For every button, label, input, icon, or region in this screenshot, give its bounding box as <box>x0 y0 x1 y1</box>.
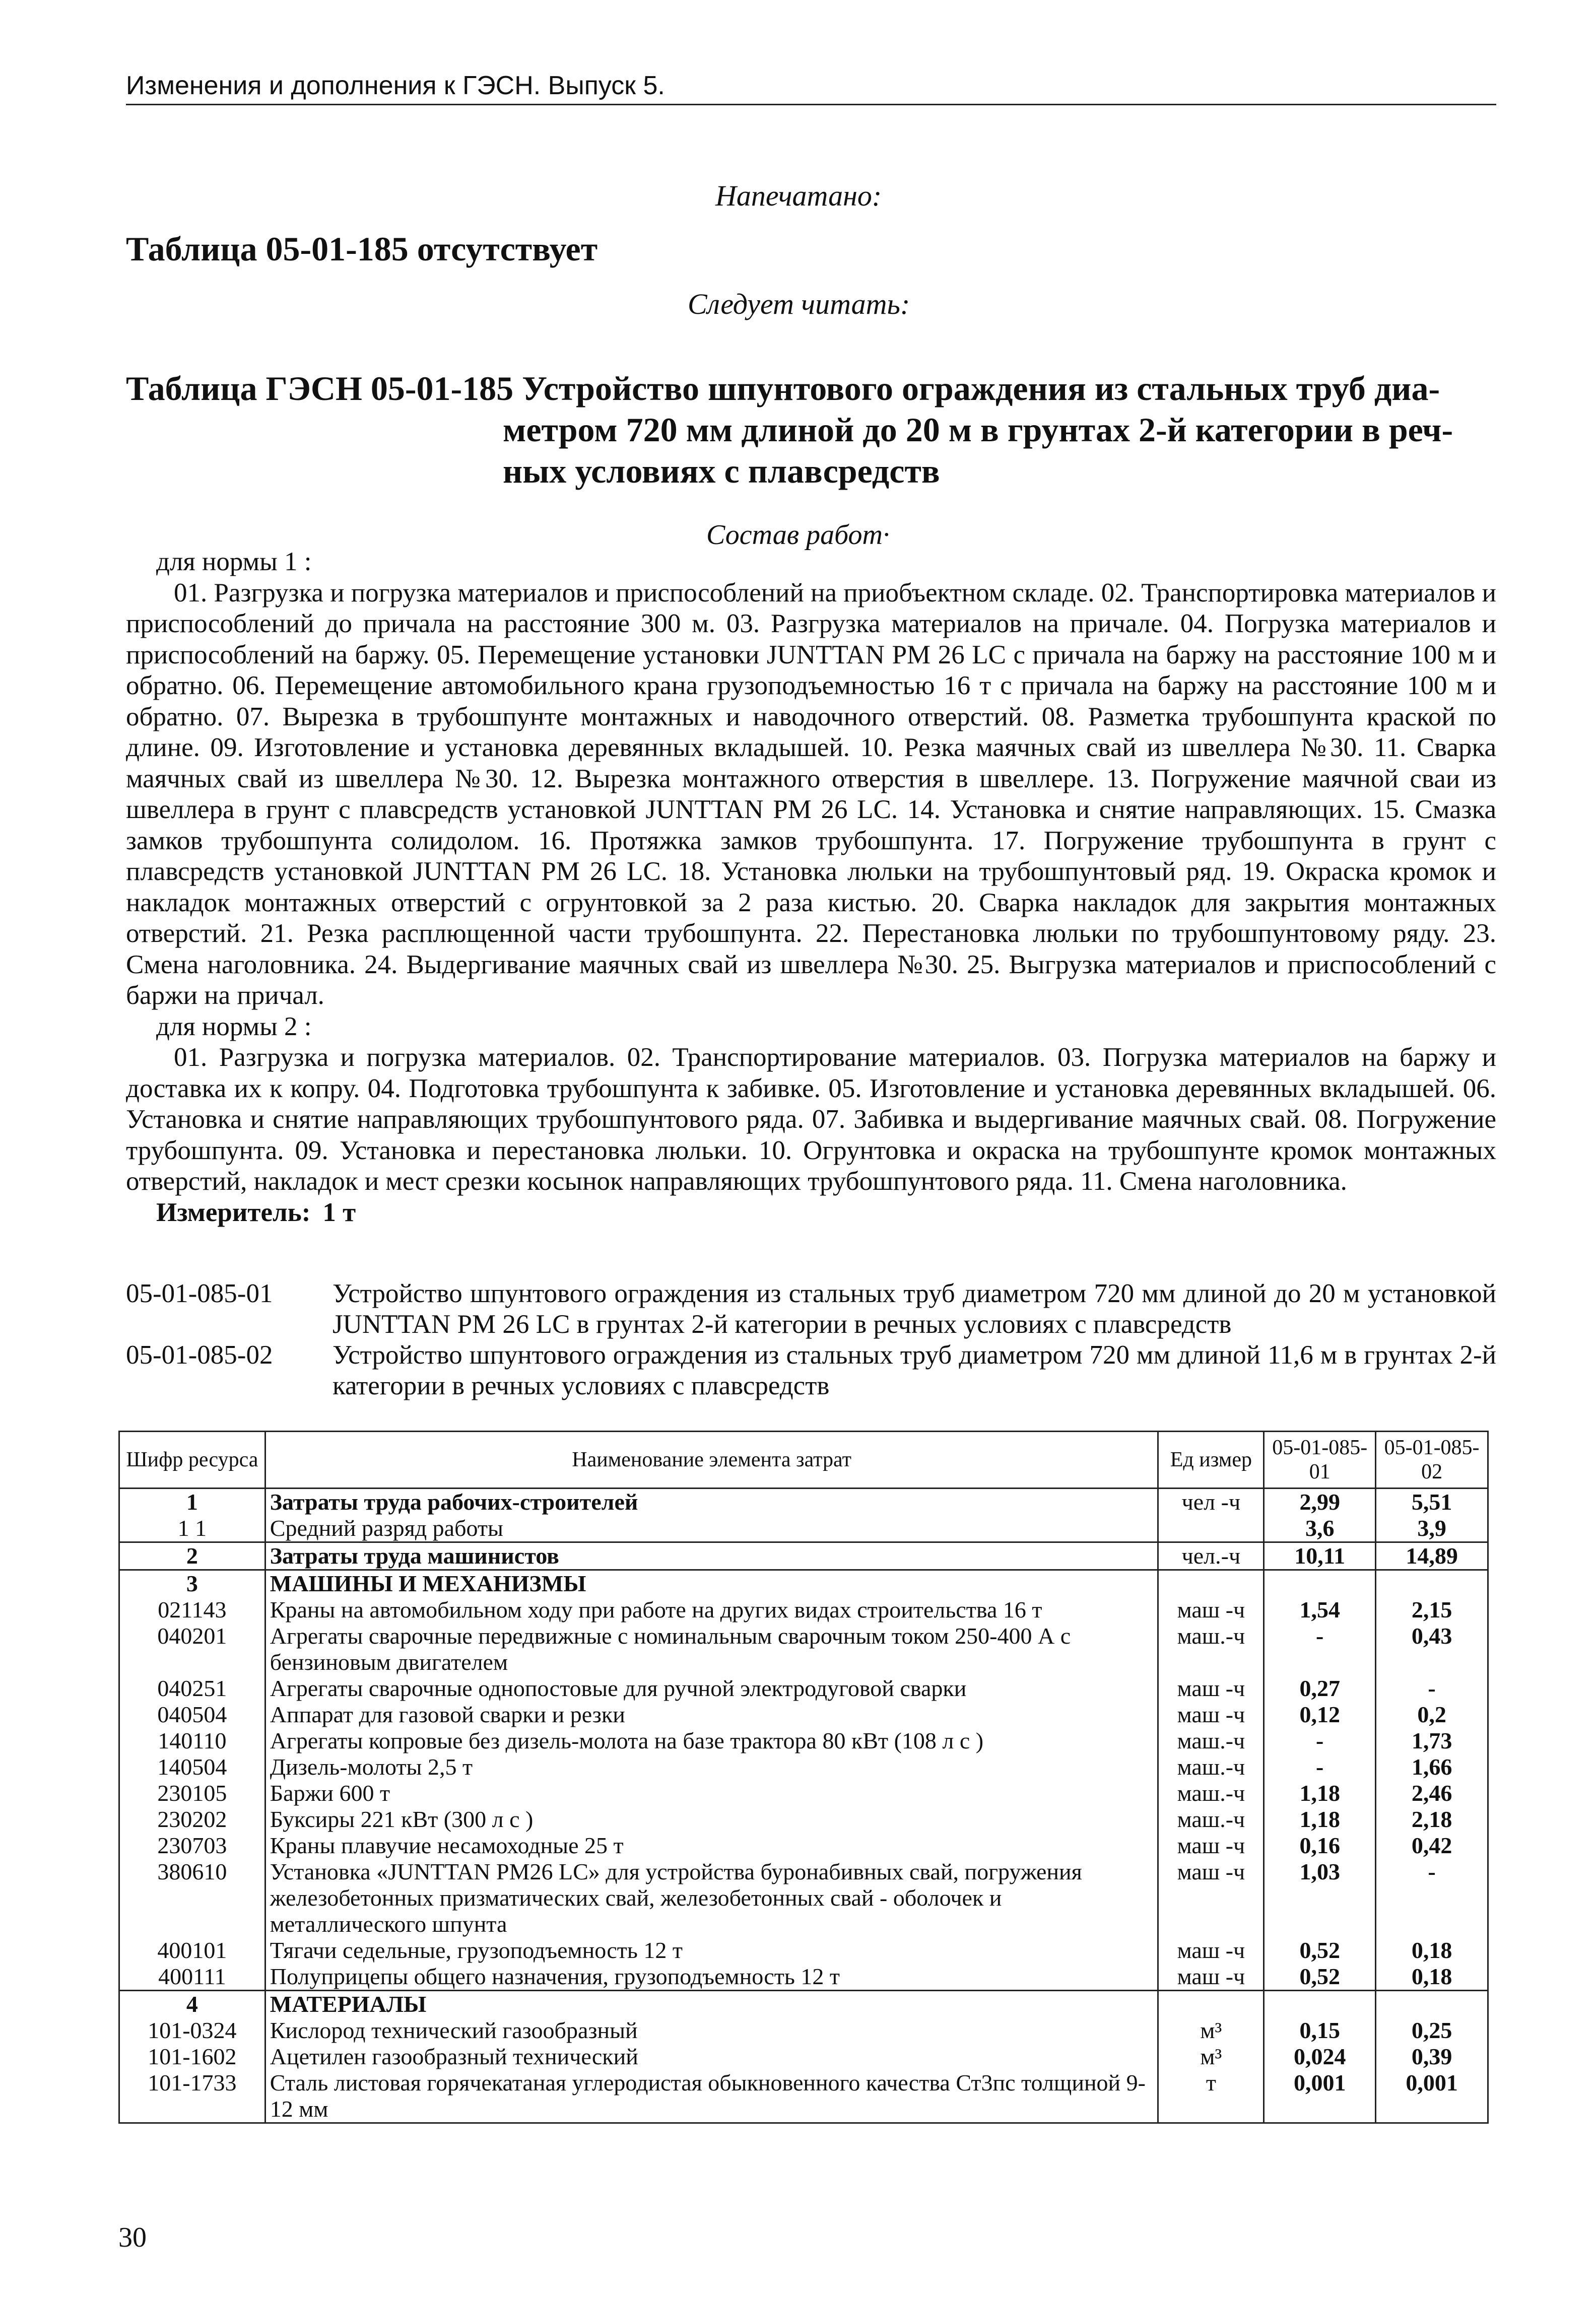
resource-code: 101-1602 <box>119 2044 265 2070</box>
table-row <box>119 1542 1488 1570</box>
resource-code: 3 <box>119 1570 265 1597</box>
unit-cell: маш.-ч <box>1158 1780 1264 1806</box>
unit-cell: маш -ч <box>1158 1675 1264 1702</box>
col-header-unit: Ед измер <box>1158 1432 1264 1489</box>
resource-name: МАШИНЫ И МЕХАНИЗМЫ <box>265 1570 1158 1597</box>
value-norm1: 1,18 <box>1264 1780 1376 1806</box>
value-norm1: 0,16 <box>1264 1833 1376 1859</box>
value-norm2 <box>1376 1991 1488 2018</box>
printed-label: Напечатано: <box>715 179 882 212</box>
resource-code: 380610 <box>119 1859 265 1937</box>
value-norm2: 2,46 <box>1376 1780 1488 1806</box>
resource-name: Затраты труда рабочих-строителей <box>265 1489 1158 1516</box>
norm-description: Устройство шпунтового ограждения из стальных труб диаметром 720 мм длиной 11,6 м в грунтах 2-й категории в речных условиях с плавсредств <box>332 1340 1496 1400</box>
read-label: Следует читать: <box>688 288 910 320</box>
table-row <box>119 2070 1488 2123</box>
unit-cell: маш.-ч <box>1158 1806 1264 1833</box>
value-norm2: 14,89 <box>1376 1542 1488 1570</box>
table-row <box>119 1859 1488 1937</box>
page-header: Изменения и дополнения к ГЭСН. Выпуск 5. <box>126 71 1496 105</box>
unit-cell: м³ <box>1158 2044 1264 2070</box>
resource-code: 230105 <box>119 1780 265 1806</box>
resource-name: Агрегаты сварочные передвижные с номинальным сварочным током 250-400 А с бензиновым двигателем <box>265 1623 1158 1675</box>
value-norm2: 1,66 <box>1376 1754 1488 1780</box>
table-row <box>119 1623 1488 1675</box>
norm-code: 05-01-085-02 <box>126 1340 273 1370</box>
table-row <box>119 1780 1488 1806</box>
value-norm2: 0,43 <box>1376 1623 1488 1675</box>
value-norm2: 0,39 <box>1376 2044 1488 2070</box>
resource-table <box>118 1431 1489 2124</box>
unit-cell: чел.-ч <box>1158 1542 1264 1570</box>
norm1-text: 01. Разгрузка и погрузка материалов и приспособлений на приобъектном складе. 02. Транспортировка материалов и приспособлений до причала на расстояние 300 м. 03. Разгрузка материалов на причале. 04. Погрузка материалов и приспособлений на баржу. 05. Перемещение установки JUNTTAN PM 26 LC с причала на баржу на расстояние 100 м и обратно. 06. Перемещение автомобильного крана грузоподъемностью 16 т с причала на баржу на расстояние 100 м и обратно. 07. Вырезка в трубошпунте монтажных и наводочного отверстий. 08. Разметка трубошпунта краской по длине. 09. Изготовление и установка деревянных вкладышей. 10. Резка маячных свай из швеллера №30. 11. Сварка маячных свай из швеллера №30. 12. Вырезка монтажного отверстия в швеллере. 13. Погружение маячной сваи из швеллера в грунт с плавсредств установкой JUNTTAN PM 26 LC. 14. Установка и снятие направляющих. 15. Смазка замков трубошпунта солидолом. 16. Протяжка замков трубошпунта. 17. Погружение трубошпунта в грунт с плавсредств установкой JUNTTAN PM 26 LC. 18. Установка люльки на трубошпунтовый ряд. 19. Окраска кромок и накладок монтажных отверстий с огрунтовкой за 2 раза кистью. 20. Сварка накладок для закрытия монтажных отверстий. 21. Резка расплющенной части трубошпунта. 22. Перестановка люльки по трубошпунтовому ряду. 23. Смена наголовника. 24. Выдергивание маячных свай из швеллера №30. 25. Выгрузка материалов и приспособлений с баржи на причал. <box>126 578 1496 1010</box>
value-norm1: - <box>1264 1623 1376 1675</box>
value-norm2: 5,51 <box>1376 1489 1488 1516</box>
value-norm1 <box>1264 1570 1376 1597</box>
resource-name: Агрегаты копровые без дизель-молота на базе трактора 80 кВт (108 л с ) <box>265 1728 1158 1754</box>
value-norm1: - <box>1264 1754 1376 1780</box>
value-norm2: 0,42 <box>1376 1833 1488 1859</box>
table-row <box>119 1702 1488 1728</box>
resource-name: Средний разряд работы <box>265 1515 1158 1542</box>
table-row <box>119 1728 1488 1754</box>
unit-cell: маш -ч <box>1158 1597 1264 1623</box>
resource-code: 1 <box>119 1489 265 1516</box>
table-title <box>126 368 1496 492</box>
meter <box>126 1197 1496 1229</box>
value-norm1: 1,03 <box>1264 1859 1376 1937</box>
printed-text: Таблица 05-01-185 отсутствует <box>126 230 598 268</box>
resource-code: 400101 <box>119 1937 265 1964</box>
value-norm1: 2,99 <box>1264 1489 1376 1516</box>
value-norm1: 10,11 <box>1264 1542 1376 1570</box>
norm-code-row <box>126 1340 1496 1401</box>
value-norm1: 0,024 <box>1264 2044 1376 2070</box>
norm-description: Устройство шпунтового ограждения из стальных труб диаметром 720 мм длиной до 20 м установкой JUNTTAN PM 26 LC в грунтах 2-й категории в речных условиях с плавсредств <box>332 1279 1496 1339</box>
value-norm2: 0,001 <box>1376 2070 1488 2123</box>
unit-cell <box>1158 1515 1264 1542</box>
unit-cell: маш -ч <box>1158 1964 1264 1991</box>
resource-name: Кислород технический газообразный <box>265 2017 1158 2044</box>
table-row <box>119 1754 1488 1780</box>
unit-cell: маш.-ч <box>1158 1754 1264 1780</box>
value-norm1: 0,15 <box>1264 2017 1376 2044</box>
resource-code: 1 1 <box>119 1515 265 1542</box>
col-header-norm1: 05-01-085-01 <box>1264 1432 1376 1489</box>
value-norm1: 0,52 <box>1264 1937 1376 1964</box>
meter-value: 1 т <box>322 1197 356 1227</box>
resource-code: 101-1733 <box>119 2070 265 2123</box>
table-row <box>119 1833 1488 1859</box>
table-row <box>119 2044 1488 2070</box>
value-norm2: - <box>1376 1675 1488 1702</box>
resource-name: Тягачи седельные, грузоподъемность 12 т <box>265 1937 1158 1964</box>
value-norm2: 3,9 <box>1376 1515 1488 1542</box>
unit-cell: т <box>1158 2070 1264 2123</box>
value-norm1: 0,27 <box>1264 1675 1376 1702</box>
resource-name: Аппарат для газовой сварки и резки <box>265 1702 1158 1728</box>
resource-code: 2 <box>119 1542 265 1570</box>
table-row <box>119 1991 1488 2018</box>
value-norm1 <box>1264 1991 1376 2018</box>
resource-name: Баржи 600 т <box>265 1780 1158 1806</box>
value-norm1: 0,001 <box>1264 2070 1376 2123</box>
unit-cell: м³ <box>1158 2017 1264 2044</box>
resource-code: 400111 <box>119 1964 265 1991</box>
value-norm2: 1,73 <box>1376 1728 1488 1754</box>
resource-name: Краны плавучие несамоходные 25 т <box>265 1833 1158 1859</box>
value-norm1: - <box>1264 1728 1376 1754</box>
resource-code: 040504 <box>119 1702 265 1728</box>
unit-cell: маш -ч <box>1158 1859 1264 1937</box>
value-norm1: 1,18 <box>1264 1806 1376 1833</box>
table-row <box>119 2017 1488 2044</box>
resource-code: 021143 <box>119 1597 265 1623</box>
norm1-label: для нормы 1 : <box>156 547 312 576</box>
unit-cell: маш -ч <box>1158 1937 1264 1964</box>
resource-code: 230202 <box>119 1806 265 1833</box>
value-norm2: 0,25 <box>1376 2017 1488 2044</box>
norm2-text: 01. Разгрузка и погрузка материалов. 02. Транспортирование материалов. 03. Погрузка материалов на баржу и доставка их к копру. 04. Подготовка трубошпунта к забивке. 05. Изготовление и установка деревянных вкладышей. 06. Установка и снятие направляющих трубошпунтового ряда. 07. Забивка и выдергивание маячных свай. 08. Погружение трубошпунта. 09. Установка и перестановка люльки. 10. Огрунтовка и окраска на трубошпунте кромок монтажных отверстий, накладок и мест срезки косынок направляющих трубошпунтового ряда. 11. Смена наголовника. <box>126 1043 1496 1196</box>
value-norm2: 0,2 <box>1376 1702 1488 1728</box>
unit-cell <box>1158 1991 1264 2018</box>
unit-cell: чел -ч <box>1158 1489 1264 1516</box>
unit-cell: маш.-ч <box>1158 1623 1264 1675</box>
table-row <box>119 1489 1488 1516</box>
col-header-name: Наименование элемента затрат <box>265 1432 1158 1489</box>
table-row <box>119 1570 1488 1597</box>
work-composition <box>126 547 1496 1228</box>
value-norm1: 0,12 <box>1264 1702 1376 1728</box>
value-norm2: 0,18 <box>1376 1964 1488 1991</box>
resource-code: 140504 <box>119 1754 265 1780</box>
value-norm2: 2,15 <box>1376 1597 1488 1623</box>
value-norm1: 0,52 <box>1264 1964 1376 1991</box>
norm2-label: для нормы 2 : <box>156 1011 312 1041</box>
resource-name: Ацетилен газообразный технический <box>265 2044 1158 2070</box>
value-norm2 <box>1376 1570 1488 1597</box>
value-norm2: 0,18 <box>1376 1937 1488 1964</box>
norm-code-row <box>126 1278 1496 1340</box>
unit-cell: маш.-ч <box>1158 1728 1264 1754</box>
norm-code: 05-01-085-01 <box>126 1279 273 1308</box>
value-norm1: 3,6 <box>1264 1515 1376 1542</box>
title-line-3: ных условиях с плавсредств <box>503 452 940 490</box>
meter-label: Измеритель: <box>156 1197 311 1227</box>
resource-code: 040251 <box>119 1675 265 1702</box>
resource-name: Затраты труда машинистов <box>265 1542 1158 1570</box>
title-line-2: метром 720 мм длиной до 20 м в грунтах 2-й категории в реч- <box>503 411 1453 449</box>
table-row <box>119 1806 1488 1833</box>
resource-name: Буксиры 221 кВт (300 л с ) <box>265 1806 1158 1833</box>
resource-code: 040201 <box>119 1623 265 1675</box>
resource-name: Агрегаты сварочные однопостовые для ручной электродуговой сварки <box>265 1675 1158 1702</box>
col-header-code: Шифр ресурса <box>119 1432 265 1489</box>
resource-code: 230703 <box>119 1833 265 1859</box>
resource-name: МАТЕРИАЛЫ <box>265 1991 1158 2018</box>
resource-code: 101-0324 <box>119 2017 265 2044</box>
table-row <box>119 1964 1488 1991</box>
unit-cell: маш -ч <box>1158 1702 1264 1728</box>
resource-name: Сталь листовая горячекатаная углеродистая обыкновенного качества Ст3пс толщиной 9-12 мм <box>265 2070 1158 2123</box>
resource-code: 140110 <box>119 1728 265 1754</box>
value-norm1: 1,54 <box>1264 1597 1376 1623</box>
norm-codes <box>126 1278 1496 1401</box>
table-row <box>119 1597 1488 1623</box>
value-norm2: - <box>1376 1859 1488 1937</box>
resource-name: Дизель-молоты 2,5 т <box>265 1754 1158 1780</box>
col-header-norm2: 05-01-085-02 <box>1376 1432 1488 1489</box>
resource-code: 4 <box>119 1991 265 2018</box>
value-norm2: 2,18 <box>1376 1806 1488 1833</box>
unit-cell <box>1158 1570 1264 1597</box>
page-number: 30 <box>118 2222 147 2253</box>
resource-name: Полуприцепы общего назначения, грузоподъемность 12 т <box>265 1964 1158 1991</box>
unit-cell: маш -ч <box>1158 1833 1264 1859</box>
resource-name: Краны на автомобильном ходу при работе на других видах строительства 16 т <box>265 1597 1158 1623</box>
table-row <box>119 1937 1488 1964</box>
resource-name: Установка «JUNTTAN PM26 LC» для устройства буронабивных свай, погружения железобетонных призматических свай, железобетонных свай - оболочек и металлического шпунта <box>265 1859 1158 1937</box>
table-row <box>119 1515 1488 1542</box>
title-line-1: Таблица ГЭСН 05-01-185 Устройство шпунтового ограждения из стальных труб диа- <box>126 369 1440 408</box>
table-row <box>119 1675 1488 1702</box>
composition-label: Состав работ· <box>706 519 890 551</box>
